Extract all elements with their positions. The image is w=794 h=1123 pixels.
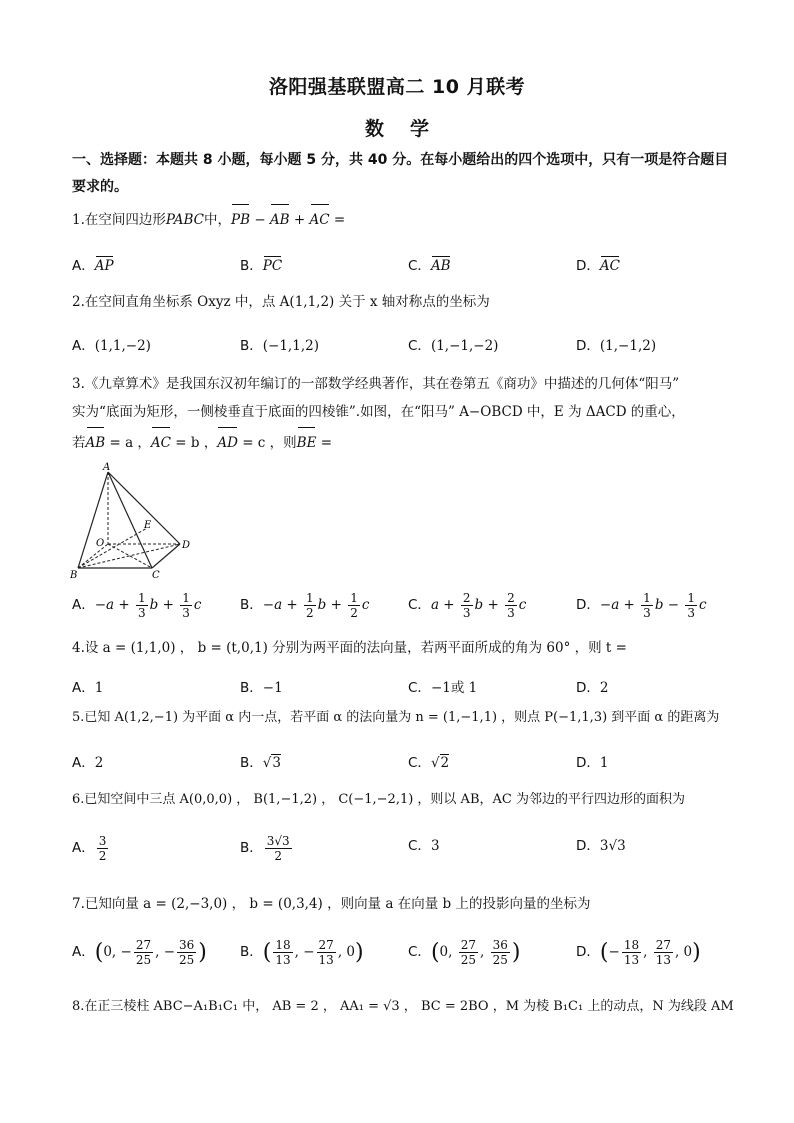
denominator: 3 [643,606,651,620]
numerator: 2 [507,591,515,605]
numerator: 36 [179,938,195,952]
option-mid: b + [474,597,504,613]
question-1 [72,206,742,234]
pyramid-figure [70,462,200,582]
option-value: 1 [599,755,609,771]
option-pre: a + [430,597,459,613]
fraction [505,591,517,620]
paren-open: ( [262,940,272,965]
paren-open: ( [430,940,440,965]
option-value: −1或 1 [430,680,478,696]
sqrt-sign: √ [262,755,272,771]
numerator: 1 [306,591,314,605]
q6-option-d[interactable] [576,834,626,854]
option-label: C． [408,338,431,354]
q3-vector-ab: AB [86,429,106,457]
edge-ad [108,472,180,544]
question-8: 8.在正三棱柱 ABC−A₁B₁C₁ 中， AB = 2 ， AA₁ = √3 ， BC = 2BO ，M 为棱 B₁C₁ 上的动点，N 为线段 AM [72,999,734,1014]
q5-options [72,751,732,775]
denominator: 3 [687,606,695,620]
paren-close: ) [355,940,364,965]
fraction [641,591,653,620]
option-post: c [361,597,370,613]
fraction [459,938,478,967]
option-label: B． [240,597,263,613]
option-pre: −a + [94,597,135,613]
vertex-label-e: E [144,520,152,531]
option-value: 3√3 [599,838,626,854]
option-value: (−1,1,2) [262,338,319,354]
vertex-label-o: O [96,538,105,549]
option-label: D． [576,944,600,960]
fraction [491,938,510,967]
q1-vector-pb: PB [231,206,250,234]
q2-option-d[interactable] [576,334,656,354]
numerator: 3 [98,834,107,848]
diagonal-bd [78,544,180,568]
fraction [304,591,316,620]
q1-option-b[interactable] [240,254,282,274]
numerator: 36 [492,938,508,952]
option-value: 2 [599,680,609,696]
q3-eq-a: = a ， [105,435,151,451]
option-value: (1,−1,−2) [430,338,499,354]
option-label: D． [576,838,600,854]
fraction [136,591,148,620]
fraction [685,591,697,620]
q1-op-equals: = [333,212,346,228]
vertex-label-b: B [70,570,78,581]
numerator: 18 [623,938,640,952]
q6-option-a[interactable] [72,834,110,863]
option-mid: b − [654,597,684,613]
paren-close: ) [511,940,521,965]
q7-option-b[interactable] [240,938,364,967]
q7-option-d[interactable] [576,938,701,967]
option-pre: − [608,944,620,960]
option-mid: , [643,944,652,960]
denominator: 2 [306,606,314,620]
section-heading: 一、选择题：本题共 8 小题，每小题 5 分，共 40 分。在每小题给出的四个选项中，只有一项是符合题目要求的。 [72,152,729,195]
q1-vector-ac: AC [310,206,330,234]
option-label: A． [72,258,95,274]
question-5: 5.已知 A(1,2,−1) 为平面 α 内一点，若平面 α 的法向量为 n = (1,−1,1) ，则点 P(−1,1,3) 到平面 α 的距离为 [72,710,720,725]
q3-if: 若 [72,435,86,451]
q1-quad-name: PABC [165,212,204,228]
question-3-line-3 [72,429,742,457]
option-pre: 0, − [103,944,132,960]
option-label: B． [240,755,263,771]
q5-option-c[interactable] [408,751,449,771]
denominator: 2 [350,606,358,620]
q3-option-d[interactable] [576,591,707,620]
option-label: D． [576,680,600,696]
q3-eq-c: = c ，则 [237,435,297,451]
numerator: 1 [182,591,190,605]
numerator: 1 [138,591,146,605]
option-mid: , − [155,944,176,960]
numerator: 2 [462,591,471,605]
exam-subject: 数学 [364,118,455,140]
option-post: , 0 [337,944,355,960]
option-label: C． [408,258,431,274]
numerator: 18 [275,938,291,952]
q4-option-d[interactable] [576,676,609,696]
q4-option-a[interactable] [72,676,103,696]
q7-options [72,938,732,978]
denominator: 3 [507,606,515,620]
option-label: A． [72,597,95,613]
numerator: 1 [350,591,358,605]
numerator: 27 [655,938,671,952]
q5-option-a[interactable] [72,751,103,771]
option-label: A． [72,338,95,354]
exam-title: 洛阳强基联盟高二 10 月联考 [268,76,526,98]
fraction [348,591,360,620]
option-post: c [193,597,202,613]
option-label: D． [576,597,600,613]
numerator: 27 [135,938,152,952]
paren-open: ( [94,940,104,965]
question-3-line-1: 3.《九章算术》是我国东汉初年编订的一部数学经典著作，其在卷第五《商功》中描述的几何体“阳马” [72,376,680,392]
fraction [273,938,292,967]
q2-option-a[interactable] [72,334,151,354]
option-value: AB [430,258,451,274]
q3-eq-b: = b ， [171,435,218,451]
question-2: 2.在空间直角坐标系 Oxyz 中，点 A(1,1,2) 关于 x 轴对称点的坐标为 [72,294,490,310]
fraction [265,834,292,863]
option-value: AP [94,258,114,274]
q1-option-c[interactable] [408,254,451,274]
numerator: 27 [318,938,334,952]
edge-ab [78,472,108,568]
question-4: 4.设 a = (1,1,0) ， b = (t,0,1) 分别为两平面的法向量，若两平面所成的角为 60° ，则 t = [72,640,627,656]
denominator: 25 [179,953,195,967]
q3-option-b[interactable] [240,591,369,620]
option-label: C． [408,838,431,854]
q3-option-c[interactable] [408,591,526,620]
q6-options [72,834,732,874]
vertex-label-c: C [152,570,160,581]
option-value: AC [599,258,620,274]
option-value: 1 [94,680,104,696]
fraction [317,938,336,967]
option-mid: , − [294,944,315,960]
vertex-label-d: D [182,540,191,551]
fraction [461,591,473,620]
option-pre: 0, [439,944,457,960]
fraction [134,938,153,967]
denominator: 2 [98,849,107,863]
q3-vector-be: BE [297,429,317,457]
q1-mid: 中， [204,212,231,228]
q7-option-c[interactable] [408,938,520,967]
q4-options [72,676,732,700]
option-value: 2 [440,755,450,771]
option-label: B． [240,680,263,696]
q1-op-plus: + [293,212,306,228]
option-value: 3 [272,755,281,771]
vertex-label-a: A [103,462,111,473]
option-mid: , [479,944,489,960]
paren-close: ) [692,940,701,965]
option-mid: b + [317,597,347,613]
option-post: , 0 [674,944,693,960]
option-label: B． [240,840,263,856]
q3-options [72,591,732,625]
option-value: −1 [262,680,283,696]
denominator: 13 [318,953,334,967]
q1-stem: 1.在空间四边形 [72,212,166,228]
option-mid: b + [149,597,179,613]
option-label: C． [408,680,431,696]
option-label: A． [72,840,95,856]
paren-open: ( [599,940,609,965]
q6-option-c[interactable] [408,834,440,854]
denominator: 13 [655,953,671,967]
option-label: B． [240,338,263,354]
fraction [177,938,196,967]
diagonal-oc [108,544,152,568]
option-label: C． [408,944,431,960]
q6-option-b[interactable] [240,834,294,863]
q1-op-minus: − [254,212,266,228]
numerator: 3√3 [266,834,290,848]
q1-option-d[interactable] [576,254,620,274]
q4-option-c[interactable] [408,676,477,696]
denominator: 3 [182,606,190,620]
fraction [97,834,109,863]
q4-option-b[interactable] [240,676,283,696]
option-post: c [518,597,527,613]
option-label: D． [576,258,600,274]
option-pre: −a + [262,597,303,613]
fraction [180,591,192,620]
fraction [654,938,673,967]
question-3-line-2: 实为“底面为矩形，一侧棱垂直于底面的四棱锥”.如图，在“阳马” A−OBCD 中，E 为 ΔACD 的重心， [72,404,685,420]
option-label: C． [408,755,431,771]
option-label: B． [240,944,263,960]
q2-options [72,334,732,358]
option-value: 3 [430,838,440,854]
q3-option-a[interactable] [72,591,201,620]
denominator: 13 [623,953,640,967]
q1-vector-ab: AB [270,206,290,234]
q1-option-a[interactable] [72,254,114,274]
question-6: 6.已知空间中三点 A(0,0,0) ， B(1,−1,2) ， C(−1,−2,1) ，则以 AB，AC 为邻边的平行四边形的面积为 [72,792,685,807]
option-value: (1,1,−2) [94,338,151,354]
q5-option-d[interactable] [576,751,609,771]
q1-options [72,254,732,278]
paren-close: ) [198,940,207,965]
option-label: A． [72,944,95,960]
numerator: 1 [643,591,651,605]
option-pre: −a + [599,597,640,613]
denominator: 2 [274,849,283,863]
q3-vector-ad: AD [217,429,238,457]
denominator: 3 [462,606,471,620]
option-post: c [699,597,707,613]
q3-vector-ac: AC [151,429,171,457]
denominator: 13 [275,953,291,967]
sqrt-sign: √ [430,755,440,771]
denominator: 3 [138,606,146,620]
option-label: A． [72,680,95,696]
option-label: D． [576,755,600,771]
q5-option-b[interactable] [240,751,281,771]
option-label: B． [240,258,263,274]
question-7: 7.已知向量 a = (2,−3,0) ， b = (0,3,4) ，则向量 a 在向量 b 上的投影向量的坐标为 [72,896,591,912]
option-label: A． [72,755,95,771]
option-label: C． [408,597,431,613]
denominator: 25 [492,953,508,967]
option-label: D． [576,338,600,354]
q7-option-a[interactable] [72,938,207,967]
option-value: (1,−1,2) [599,338,657,354]
q2-option-b[interactable] [240,334,319,354]
option-value: PC [262,258,283,274]
option-value: 2 [94,755,104,771]
q2-option-c[interactable] [408,334,498,354]
q3-eq-end: = [316,435,333,451]
numerator: 1 [687,591,695,605]
denominator: 25 [135,953,152,967]
fraction [622,938,641,967]
denominator: 25 [460,953,476,967]
numerator: 27 [460,938,476,952]
